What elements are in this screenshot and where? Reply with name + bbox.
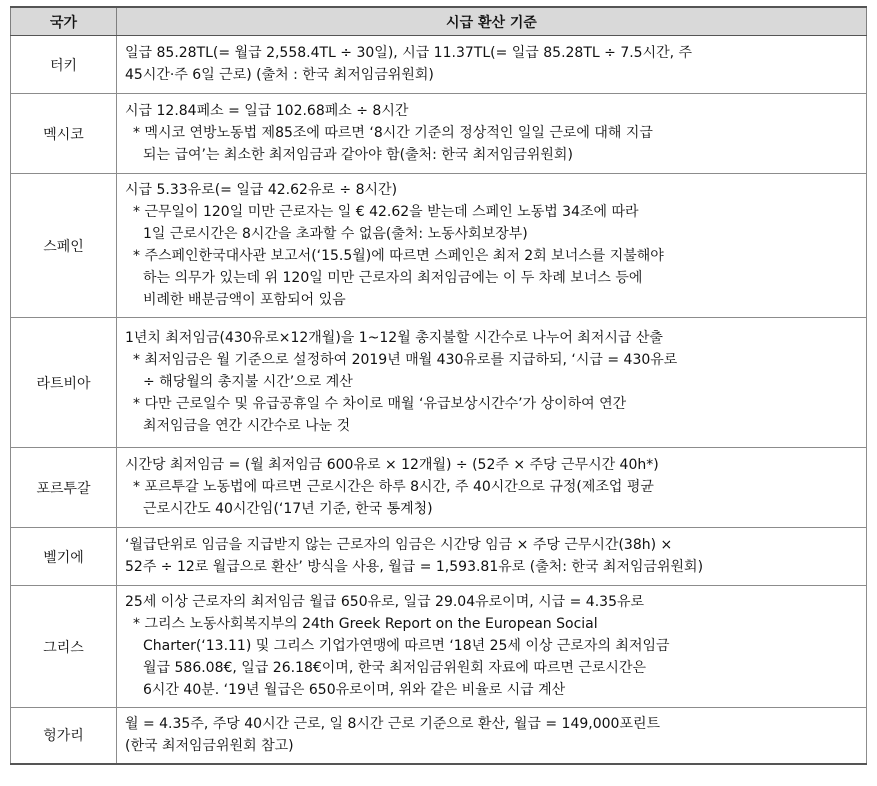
basis-line: 일급 85.28TL(= 월급 2,558.4TL ÷ 30일), 시급 11.37TL(= 일급 85.28TL ÷ 7.5시간, 주 xyxy=(125,45,693,61)
basis-note-line: * 다만 근로일수 및 유급공휴일 수 차이로 매월 ‘유급보상시간수’가 상이하여 연간 xyxy=(133,396,627,412)
basis-note-line: * 멕시코 연방노동법 제85조에 따르면 ‘8시간 기준의 정상적인 일일 근로에 대해 지급 xyxy=(133,125,653,141)
country-cell: 그리스 xyxy=(11,586,117,708)
basis-note-line: 최저임금을 연간 시간수로 나눈 것 xyxy=(143,418,351,434)
header-basis: 시급 환산 기준 xyxy=(117,7,867,36)
basis-line: 월 = 4.35주, 주당 40시간 근로, 일 8시간 근로 기준으로 환산, 월급 = 149,000포린트 xyxy=(125,715,661,732)
basis-note-line: 월급 586.08€, 일급 26.18€이며, 한국 최저임금위원회 자료에 따르면 근로시간은 xyxy=(143,660,647,676)
basis-note-line: 근로시간도 40시간임(‘17년 기준, 한국 통계청) xyxy=(143,501,433,517)
basis-note-line: 6시간 40분. ‘19년 월급은 650유로이며, 위와 같은 비율로 시급 계산 xyxy=(143,682,566,698)
hourly-wage-conversion-table xyxy=(10,6,867,765)
basis-cell xyxy=(117,94,867,174)
basis-note-line: 하는 의무가 있는데 위 120일 미만 근로자의 최저임금에는 이 두 차례 보너스 등에 xyxy=(143,270,643,286)
header-country: 국가 xyxy=(11,7,117,36)
basis-cell xyxy=(117,708,867,764)
basis-cell xyxy=(117,586,867,708)
basis-line: 1년치 최저임금(430유로×12개월)을 1~12월 총지불할 시간수로 나누어 최저시급 산출 xyxy=(125,330,663,346)
country-cell: 스페인 xyxy=(11,174,117,318)
table-row-greece xyxy=(11,586,867,708)
table-row-hungary xyxy=(11,708,867,764)
country-cell: 터키 xyxy=(11,36,117,94)
basis-note-line: * 주스페인한국대사관 보고서(‘15.5월)에 따르면 스페인은 최저 2회 보너스를 지불해야 xyxy=(133,248,664,264)
basis-note-line: * 포르투갈 노동법에 따르면 근로시간은 하루 8시간, 주 40시간으로 규정(제조업 평균 xyxy=(133,479,654,495)
country-cell: 포르투갈 xyxy=(11,448,117,528)
basis-line: 25세 이상 근로자의 최저임금 월급 650유로, 일급 29.04유로이며, 시급 = 4.35유로 xyxy=(125,594,645,610)
table-row-latvia xyxy=(11,318,867,448)
basis-line: 시간당 최저임금 = (월 최저임금 600유로 × 12개월) ÷ (52주 × 주당 근무시간 40h*) xyxy=(125,457,659,473)
basis-cell xyxy=(117,318,867,448)
basis-cell xyxy=(117,36,867,94)
basis-note-line: ÷ 해당월의 총지불 시간’으로 계산 xyxy=(143,374,353,390)
table-row-belgium xyxy=(11,528,867,586)
country-cell: 멕시코 xyxy=(11,94,117,174)
table-row-portugal xyxy=(11,448,867,528)
basis-note-line: 비례한 배분금액이 포함되어 있음 xyxy=(143,292,346,308)
basis-cell xyxy=(117,448,867,528)
table-row-mexico xyxy=(11,94,867,174)
basis-cell xyxy=(117,528,867,586)
basis-line: ‘월급단위로 임금을 지급받지 않는 근로자의 임금은 시간당 임금 × 주당 근무시간(38h) × xyxy=(125,537,673,553)
basis-cell xyxy=(117,174,867,318)
basis-note-line: 1일 근로시간은 8시간을 초과할 수 없음(출처: 노동사회보장부) xyxy=(143,226,528,242)
basis-note-line: 되는 급여’는 최소한 최저임금과 같아야 함(출처: 한국 최저임금위원회) xyxy=(143,147,573,163)
table-row-turkey xyxy=(11,36,867,94)
wage-table-container xyxy=(10,6,866,765)
basis-line: 52주 ÷ 12로 월급으로 환산’ 방식을 사용, 월급 = 1,593.81유로 (출처: 한국 최저임금위원회) xyxy=(125,559,704,575)
basis-line: 시급 12.84페소 = 일급 102.68페소 ÷ 8시간 xyxy=(125,103,409,119)
table-row-spain xyxy=(11,174,867,318)
basis-note-line: Charter(‘13.11) 및 그리스 기업가연맹에 따르면 ‘18년 25세 이상 근로자의 최저임금 xyxy=(143,638,670,654)
basis-line: (한국 최저임금위원회 참고) xyxy=(125,737,294,754)
basis-line: 시급 5.33유로(= 일급 42.62유로 ÷ 8시간) xyxy=(125,182,398,198)
header-row xyxy=(11,7,867,36)
country-cell: 헝가리 xyxy=(11,708,117,764)
basis-line: 45시간·주 6일 근로) (출처 : 한국 최저임금위원회) xyxy=(125,67,434,83)
country-cell: 벨기에 xyxy=(11,528,117,586)
basis-note-line: * 최저임금은 월 기준으로 설정하여 2019년 매월 430유로를 지급하되, ‘시급 = 430유로 xyxy=(133,352,678,368)
basis-note-line: * 그리스 노동사회복지부의 24th Greek Report on the European Social xyxy=(133,616,598,632)
basis-note-line: * 근무일이 120일 미만 근로자는 일 € 42.62을 받는데 스페인 노동법 34조에 따라 xyxy=(133,204,639,220)
country-cell: 라트비아 xyxy=(11,318,117,448)
